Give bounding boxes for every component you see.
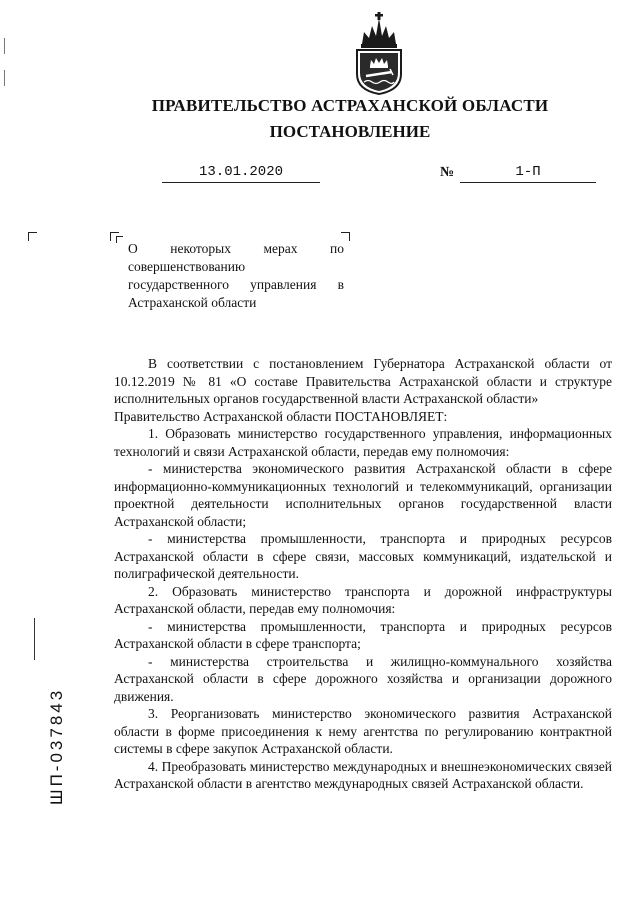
- preamble-paragraph: В соответствии с постановлением Губернатора Астраханской области от 10.12.2019 № 81 «О составе Правительства Астраханской области и структуре исполнительных органов государственной власти Астраханской области»: [114, 356, 612, 406]
- document-body: [114, 355, 612, 793]
- coat-of-arms-icon: [352, 10, 406, 96]
- clause-1-item-1: - министерства экономического развития Астраханской области в сфере информационно-коммуникационных технологий и телекоммуникаций, организации проектной деятельности исполнительных органов государственной власти Астраханской области;: [114, 461, 612, 529]
- scan-tick-mark: [4, 70, 5, 86]
- clause-1: 1. Образовать министерство государственного управления, информационных технологий и связи Астраханской области, передав ему полномочия:: [114, 426, 612, 459]
- serial-number: ШП-037843: [47, 687, 66, 805]
- subject-corner-mark-left-inner: [116, 236, 123, 243]
- resolution-line: Правительство Астраханской области ПОСТАНОВЛЯЕТ:: [114, 408, 448, 424]
- clause-3: 3. Реорганизовать министерство экономического развития Астраханской области в форме присоединения к нему агентства по регулированию контрактной системы в сфере закупок Астраханской области.: [114, 706, 612, 756]
- scan-tick-mark: [4, 38, 5, 54]
- organization-title: ПРАВИТЕЛЬСТВО АСТРАХАНСКОЙ ОБЛАСТИ: [151, 96, 549, 115]
- clause-2-item-2: - министерства строительства и жилищно-коммунального хозяйства Астраханской области в сфере дорожного хозяйства и организации дорожного движения.: [114, 653, 612, 704]
- document-date: 13.01.2020: [162, 162, 320, 183]
- margin-bar: [34, 618, 35, 660]
- number-sign: №: [440, 165, 455, 180]
- document-number: 1-П: [460, 162, 596, 183]
- margin-corner-mark: [28, 232, 37, 241]
- clause-4: 4. Преобразовать министерство международных и внешнеэкономических связей Астраханской области в агентство международных связей Астраханской области.: [114, 758, 612, 791]
- document-type: ПОСТАНОВЛЕНИЕ: [269, 122, 431, 141]
- clause-2-item-1: - министерства промышленности, транспорта и природных ресурсов Астраханской области в сфере транспорта;: [114, 618, 612, 651]
- document-subject: О некоторых мерах по совершенствованию государственного управления в Астраханской области: [128, 241, 344, 310]
- clause-1-item-2: - министерства промышленности, транспорта и природных ресурсов Астраханской области в сфере связи, массовых коммуникаций, издательской и полиграфической деятельности.: [114, 531, 612, 581]
- clause-2: 2. Образовать министерство транспорта и дорожной инфраструктуры Астраханской области, передав ему полномочия:: [114, 583, 612, 616]
